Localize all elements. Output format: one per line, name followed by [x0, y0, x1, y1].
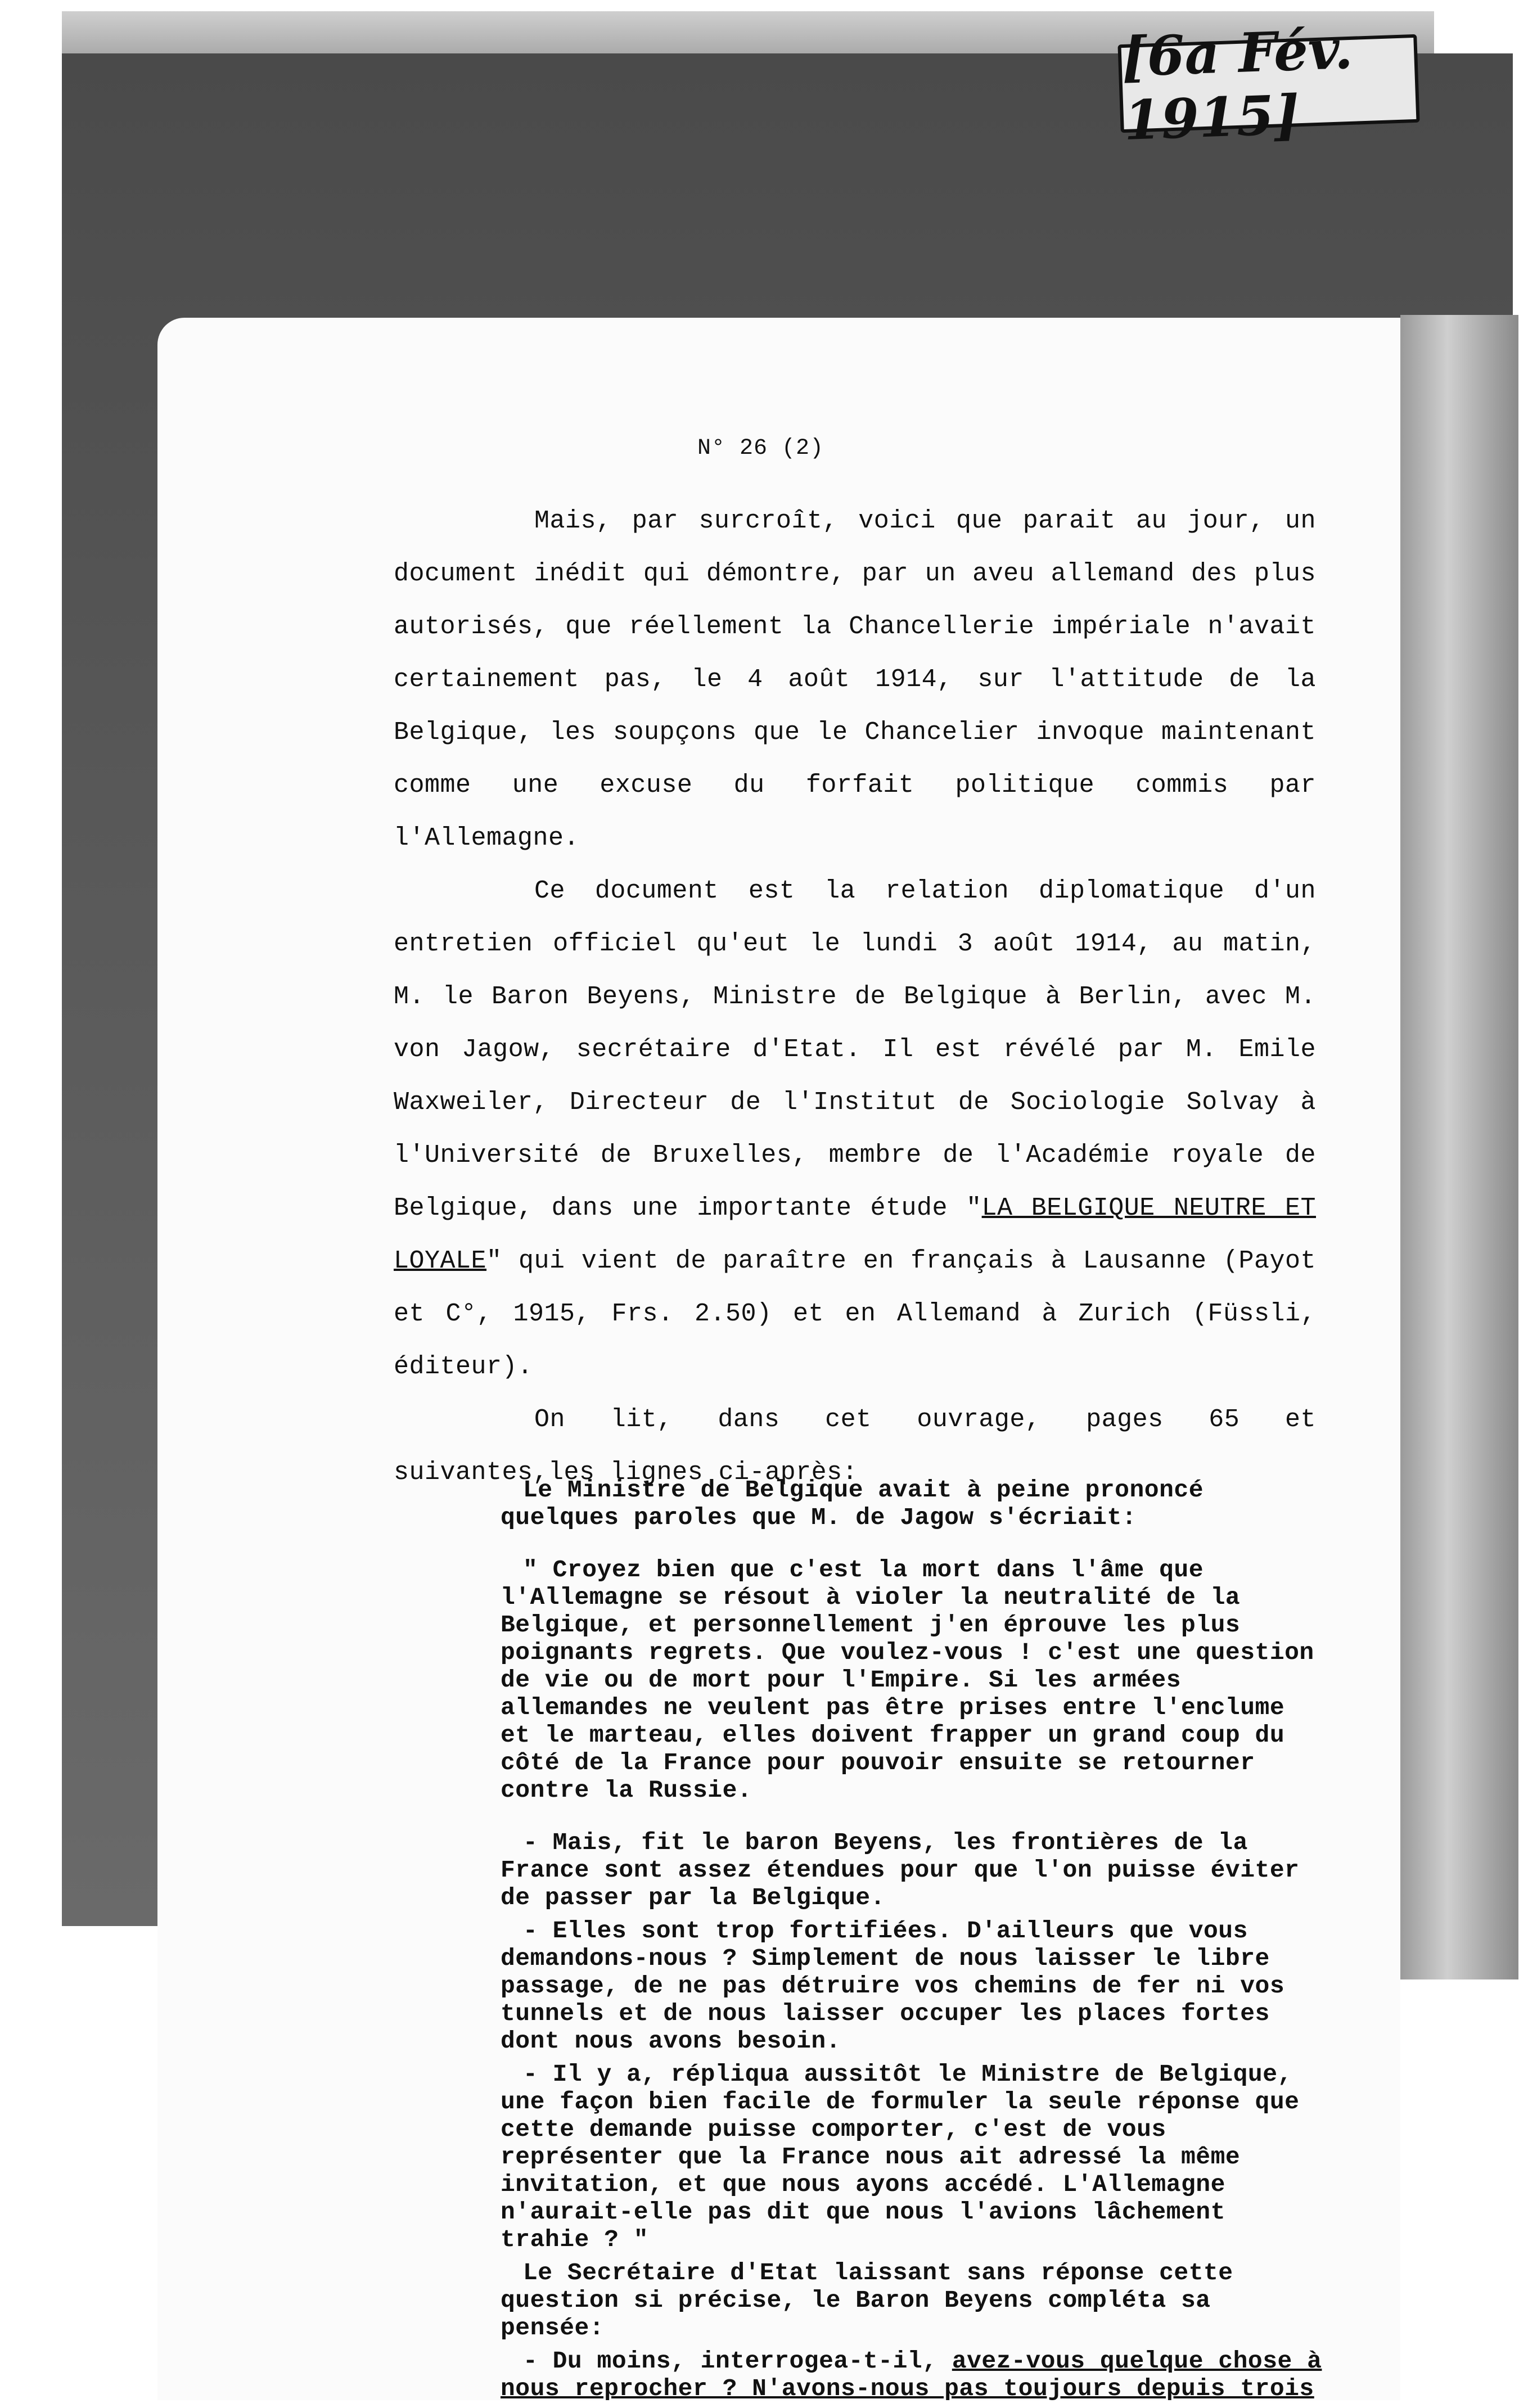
archive-date-stamp	[1117, 17, 1419, 152]
stamp-text: [6a Fév. 1915]	[1120, 17, 1354, 152]
quote-final	[501, 2347, 1327, 2402]
page-label: N° 26 (2)	[697, 436, 824, 461]
quote-final-prefix: - Du moins, interrogea-t-il,	[523, 2347, 952, 2375]
book-title: LA BELGIQUE NEUTRE ET LOYALE	[394, 1194, 1316, 1275]
paragraph-3: On lit, dans cet ouvrage, pages 65 et suivantes,les lignes ci-après:	[394, 1405, 1316, 1487]
quote-final-underlined: avez-vous quelque chose à nous reprocher ? N'avons-nous pas toujours depuis trois	[501, 2347, 1322, 2402]
quote-line-5: Le Secrétaire d'Etat laissant sans réponse cette question si précise, le Baron Beyens compléta sa pensée:	[501, 2259, 1233, 2342]
paragraph-2	[394, 865, 1316, 1394]
quote-intro: Le Ministre de Belgique avait à peine prononcé quelques paroles que M. de Jagow s'écriait:	[501, 1476, 1204, 1531]
quote-line-2: - Mais, fit le baron Beyens, les frontières de la France sont assez étendues pour que l'on puisse éviter de passer par la Belgique.	[501, 1829, 1300, 1911]
right-paper-edge	[1400, 315, 1518, 1979]
paragraph-1: Mais, par surcroît, voici que parait au jour, un document inédit qui démontre, par un aveu allemand des plus autorisés, que réellement la Chancellerie impériale n'avait certainement pas, le 4 août 1914, sur l'attitude de la Belgique, les soupçons que le Chancelier invoque maintenant comme une excuse du forfait politique commis par l'Allemagne.	[394, 507, 1316, 853]
paragraph-2-start: Ce document est la relation diplomatique d'un entretien officiel qu'eut le lundi 3 août 1914, au matin, M. le Baron Beyens, Ministre de Belgique à Berlin, avec M. von Jagow, secrétaire d'Etat. Il est révélé par M. Emile Waxweiler, Directeur de l'Institut de Sociologie Solvay à l'Université de Bruxelles, membre de l'Académie royale de Belgique, dans une importante étude "	[394, 877, 1316, 1223]
paragraph-2-tail: " qui vient de paraître en français à Lausanne (Payot et C°, 1915, Frs. 2.50) et en Allemand à Zurich (Füssli, éditeur).	[394, 1247, 1316, 1381]
quote-line-4: - Il y a, répliqua aussitôt le Ministre de Belgique, une façon bien facile de formuler la seule réponse que cette demande puisse comporter, c'est de vous représenter que la France nous ait adressé la même invitation, et que nous ayons accédé. L'Allemagne n'aurait-elle pas dit que nous l'avions lâchement trahie ? "	[501, 2060, 1300, 2253]
body-text	[394, 495, 1316, 1499]
quote-line-1: " Croyez bien que c'est la mort dans l'âme que l'Allemagne se résout à violer la neutralité de la Belgique, et personnellement j'en éprouve les plus poignants regrets. Que voulez-vous ! c'est une question de vie ou de mort pour l'Empire. Si les armées allemandes ne veulent pas être prises entre l'enclume et le marteau, elles doivent frapper un grand coup du côté de la France pour pouvoir ensuite se retourner contre la Russie.	[501, 1556, 1314, 1804]
quote-line-3: - Elles sont trop fortifiées. D'ailleurs que vous demandons-nous ? Simplement de nous laisser le libre passage, de ne pas détruire vos chemins de fer ni vos tunnels et de nous laisser occuper les places fortes dont nous avons besoin.	[501, 1917, 1285, 2055]
quoted-passage	[501, 1476, 1327, 2408]
